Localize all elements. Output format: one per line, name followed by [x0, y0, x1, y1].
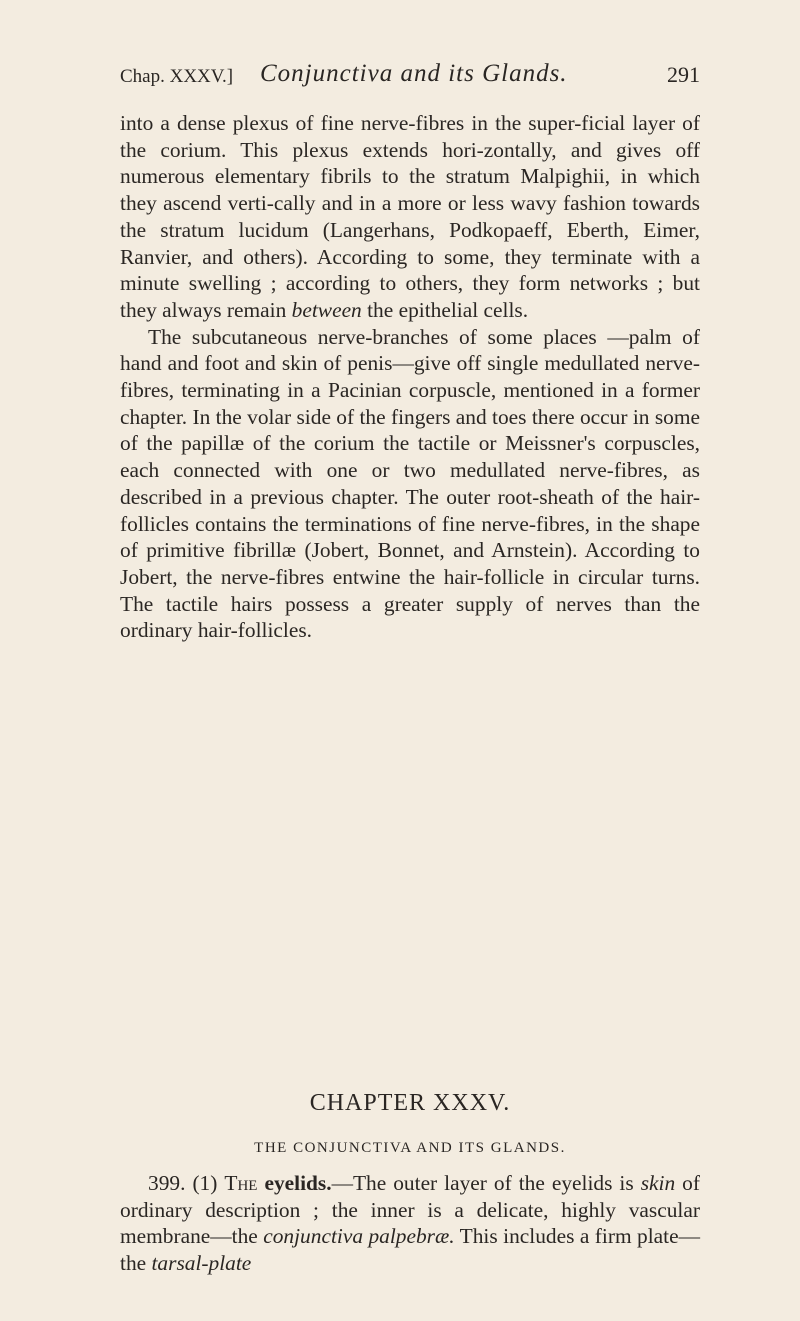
paragraph-1 — [120, 110, 700, 324]
section-sub-number: (1) — [192, 1171, 218, 1195]
section-italic-3: tarsal-plate — [151, 1251, 252, 1276]
section-italic-2: conjunctiva palpebræ. — [263, 1224, 455, 1249]
section-text-3: This includes a firm plate—the — [120, 1224, 700, 1276]
section-the: The — [224, 1171, 258, 1195]
paragraph-2: The subcutaneous nerve-branches of some places —palm of hand and foot and skin of penis—give off single medullated nerve-fibres, terminating in a Pacinian corpuscle, mentioned in a former chapter. In the volar side of the fingers and toes there occur in some of the papillæ of the corium the tactile or Meissner's corpuscles, each connected with one or two medullated nerve-fibres, as described in a previous chapter. The outer root-sheath of the hair-follicles contains the terminations of fine nerve-fibres, in the shape of primitive fibrillæ (Jobert, Bonnet, and Arnstein). According to Jobert, the nerve-fibres entwine the hair-follicle in circular turns. The tactile hairs possess a greater supply of nerves than the ordinary hair-follicles. — [120, 324, 700, 643]
section-text-2: of ordinary description ; the inner is a delicate, highly vascular membrane—the — [120, 1171, 700, 1249]
paragraph-1-text: into a dense plexus of fine nerve-fibres in the super-ficial layer of the corium. This plexus extends hori-zontally, and gives off numerous elementary fibrils to the stratum Malpighii, in which they ascend verti-cally and in a more or less wavy fashion towards the stratum lucidum (Langerhans, Podkopaeff, Eberth, Eimer, Ranvier, and others). According to some, they terminate with a minute swelling ; according to others, they form networks ; but they always remain — [120, 111, 700, 322]
section-399 — [120, 1170, 700, 1277]
chapter-subtitle: THE CONJUNCTIVA AND ITS GLANDS. — [254, 1140, 566, 1156]
running-head-title: Conjunctiva and its Glands. — [260, 60, 568, 87]
running-head-chapter: Chap. XXXV.] — [120, 66, 234, 87]
running-head — [120, 60, 700, 96]
chapter-heading: CHAPTER XXXV. — [309, 1090, 511, 1116]
page-number: 291 — [667, 62, 700, 87]
paragraph-1-italic: between — [291, 297, 362, 322]
section-topic: eyelids. — [264, 1171, 332, 1195]
body-text — [120, 110, 700, 644]
paragraph-1-text-end: the epithelial cells. — [361, 297, 529, 322]
section-italic-1: skin — [640, 1171, 676, 1195]
section-text-1: —The outer layer of the eyelids is — [331, 1171, 641, 1195]
section-number: 399. — [148, 1171, 186, 1195]
